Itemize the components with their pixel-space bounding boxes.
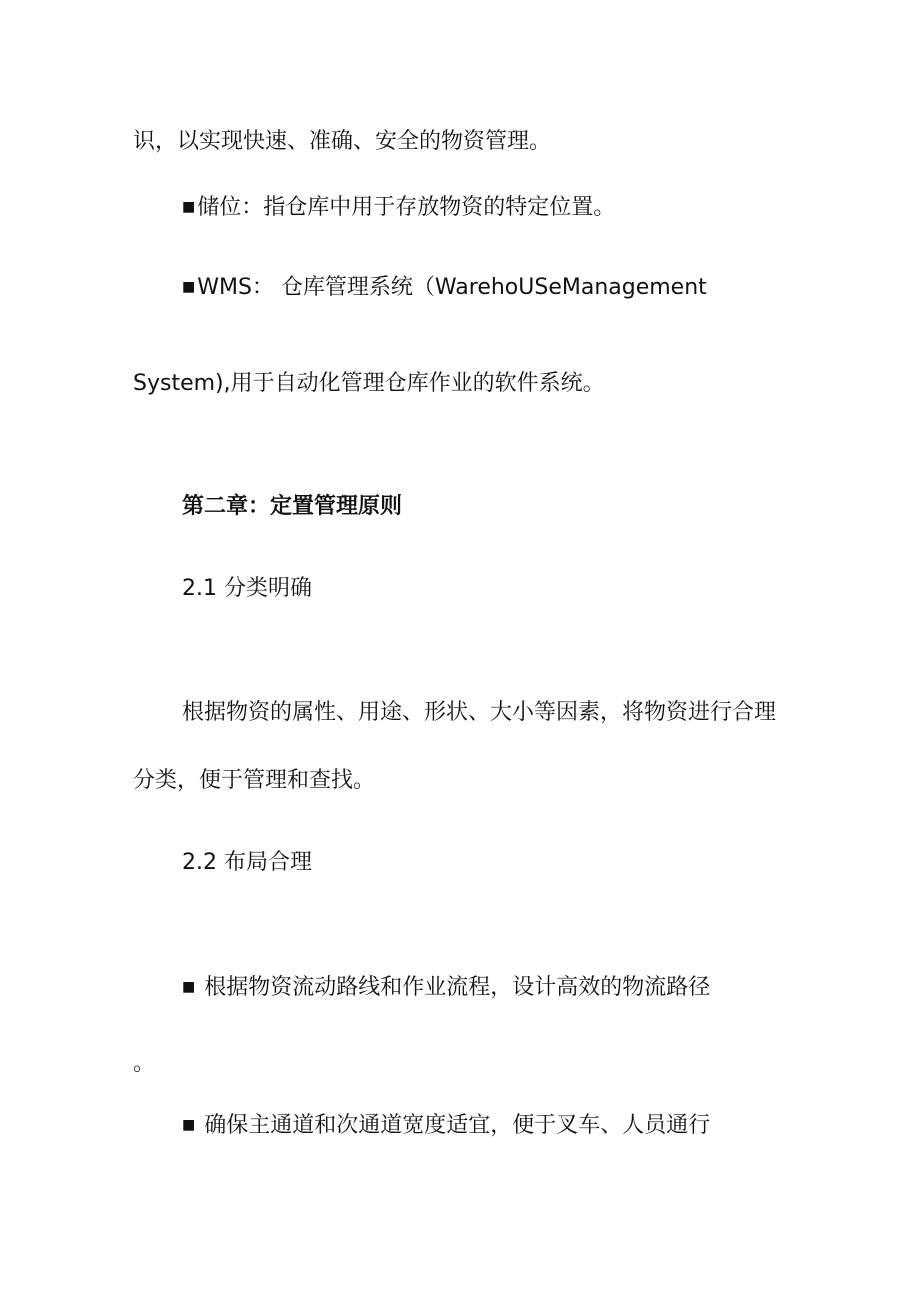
bullet-text: 根据物资流动路线和作业流程，设计高效的物流路径 bbox=[197, 975, 711, 1000]
bullet-item-aisle-width bbox=[182, 1110, 710, 1141]
definition-text: WMS： 仓库管理系统（WarehoUSeManagement bbox=[197, 275, 707, 300]
paragraph-line: System),用于自动化管理仓库作业的软件系统。 bbox=[133, 371, 605, 396]
section-heading-2-2: 2.2 布局合理 bbox=[182, 850, 312, 875]
definition-storage-location bbox=[182, 192, 615, 223]
bullet-square-icon: ■ bbox=[182, 979, 196, 995]
paragraph-line: 识，以实现快速、准确、安全的物资管理。 bbox=[133, 129, 552, 154]
bullet-square-icon: ■ bbox=[182, 199, 196, 215]
bullet-text: 确保主通道和次通道宽度适宜，便于叉车、人员通行 bbox=[197, 1113, 711, 1138]
definition-wms bbox=[182, 272, 707, 303]
bullet-square-icon: ■ bbox=[182, 279, 196, 295]
paragraph-line: 。 bbox=[133, 1051, 156, 1076]
section-heading-2-1: 2.1 分类明确 bbox=[182, 576, 312, 601]
paragraph-line: 根据物资的属性、用途、形状、大小等因素，将物资进行合理 bbox=[182, 700, 777, 725]
definition-text: 储位：指仓库中用于存放物资的特定位置。 bbox=[197, 195, 616, 220]
paragraph-line: 分类，便于管理和查找。 bbox=[133, 768, 376, 793]
bullet-item-logistics-path bbox=[182, 972, 710, 1003]
chapter-heading: 第二章：定置管理原则 bbox=[182, 494, 403, 519]
bullet-square-icon: ■ bbox=[182, 1117, 196, 1133]
